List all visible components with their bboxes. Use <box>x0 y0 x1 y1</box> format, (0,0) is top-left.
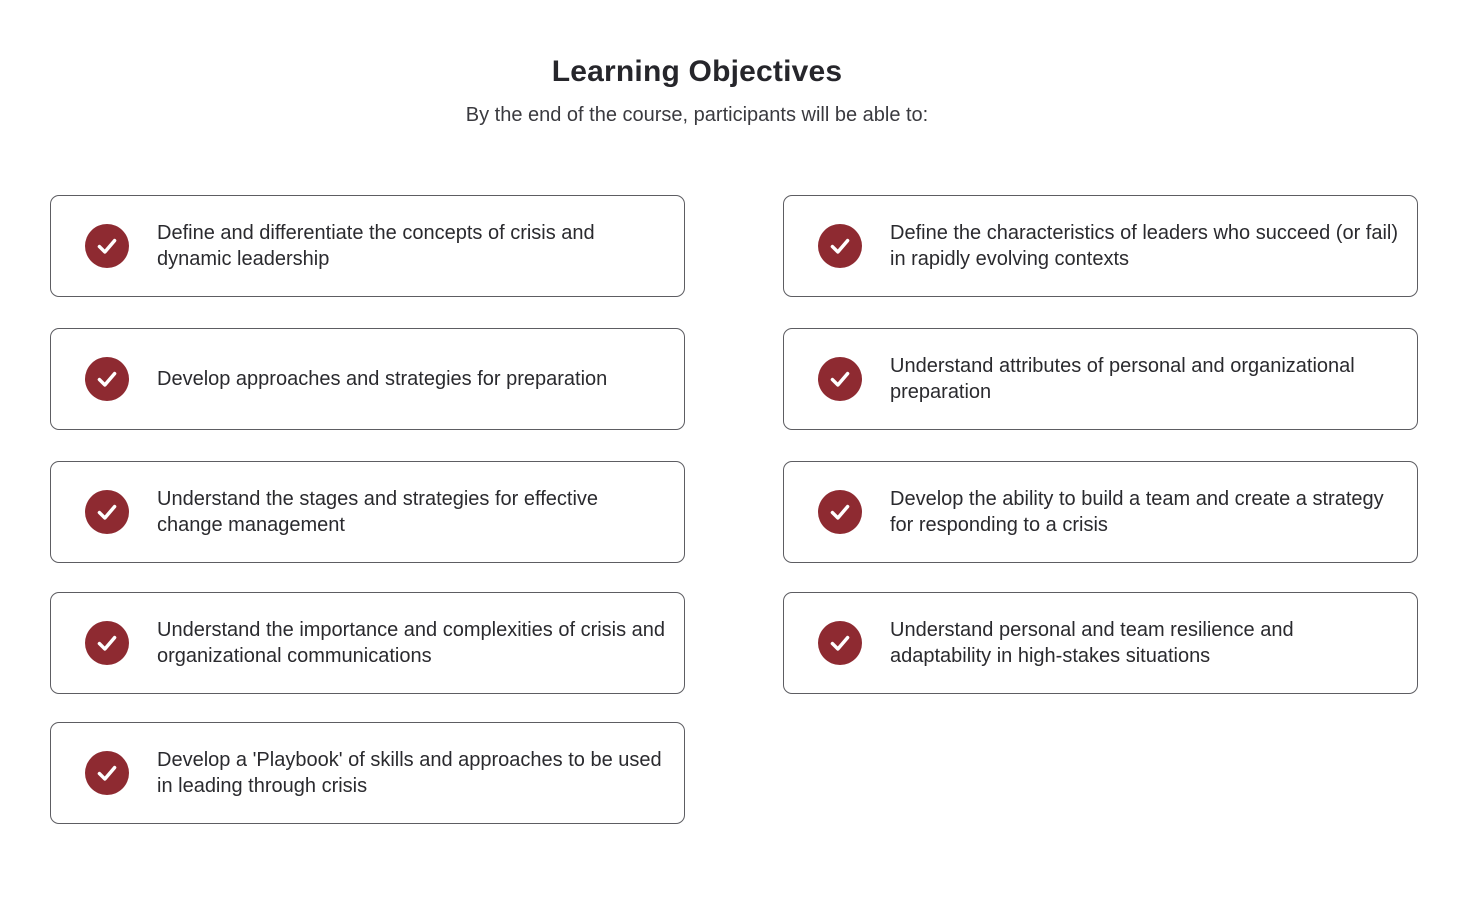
objective-card <box>783 328 1418 430</box>
check-circle-icon <box>818 357 862 401</box>
objective-text: Understand the importance and complexities of crisis and organizational communications <box>157 619 666 667</box>
objective-text: Develop approaches and strategies for preparation <box>157 368 608 390</box>
objective-card <box>50 328 685 430</box>
check-circle-icon <box>85 224 129 268</box>
page-title: Learning Objectives <box>551 55 843 88</box>
objective-text: Develop a 'Playbook' of skills and approaches to be used in leading through crisis <box>157 749 662 797</box>
objective-card <box>50 461 685 563</box>
objective-text: Understand the stages and strategies for effective change management <box>157 488 599 536</box>
check-circle-icon <box>85 490 129 534</box>
objective-card <box>50 592 685 694</box>
objective-text: Develop the ability to build a team and create a strategy for responding to a crisis <box>890 488 1384 536</box>
check-circle-icon <box>818 621 862 665</box>
page-subtitle: By the end of the course, participants will be able to: <box>465 104 929 126</box>
objective-card <box>50 195 685 297</box>
check-circle-icon <box>818 224 862 268</box>
objective-card <box>783 195 1418 297</box>
objective-text: Define the characteristics of leaders who succeed (or fail) in rapidly evolving contexts <box>890 222 1399 270</box>
check-circle-icon <box>85 357 129 401</box>
check-circle-icon <box>818 490 862 534</box>
check-circle-icon <box>85 751 129 795</box>
objective-card <box>783 592 1418 694</box>
objective-text: Understand attributes of personal and organizational preparation <box>890 355 1355 403</box>
objective-text: Understand personal and team resilience and adaptability in high-stakes situations <box>890 619 1294 667</box>
check-circle-icon <box>85 621 129 665</box>
objective-card <box>783 461 1418 563</box>
objective-text: Define and differentiate the concepts of crisis and dynamic leadership <box>157 222 595 270</box>
objective-card <box>50 722 685 824</box>
